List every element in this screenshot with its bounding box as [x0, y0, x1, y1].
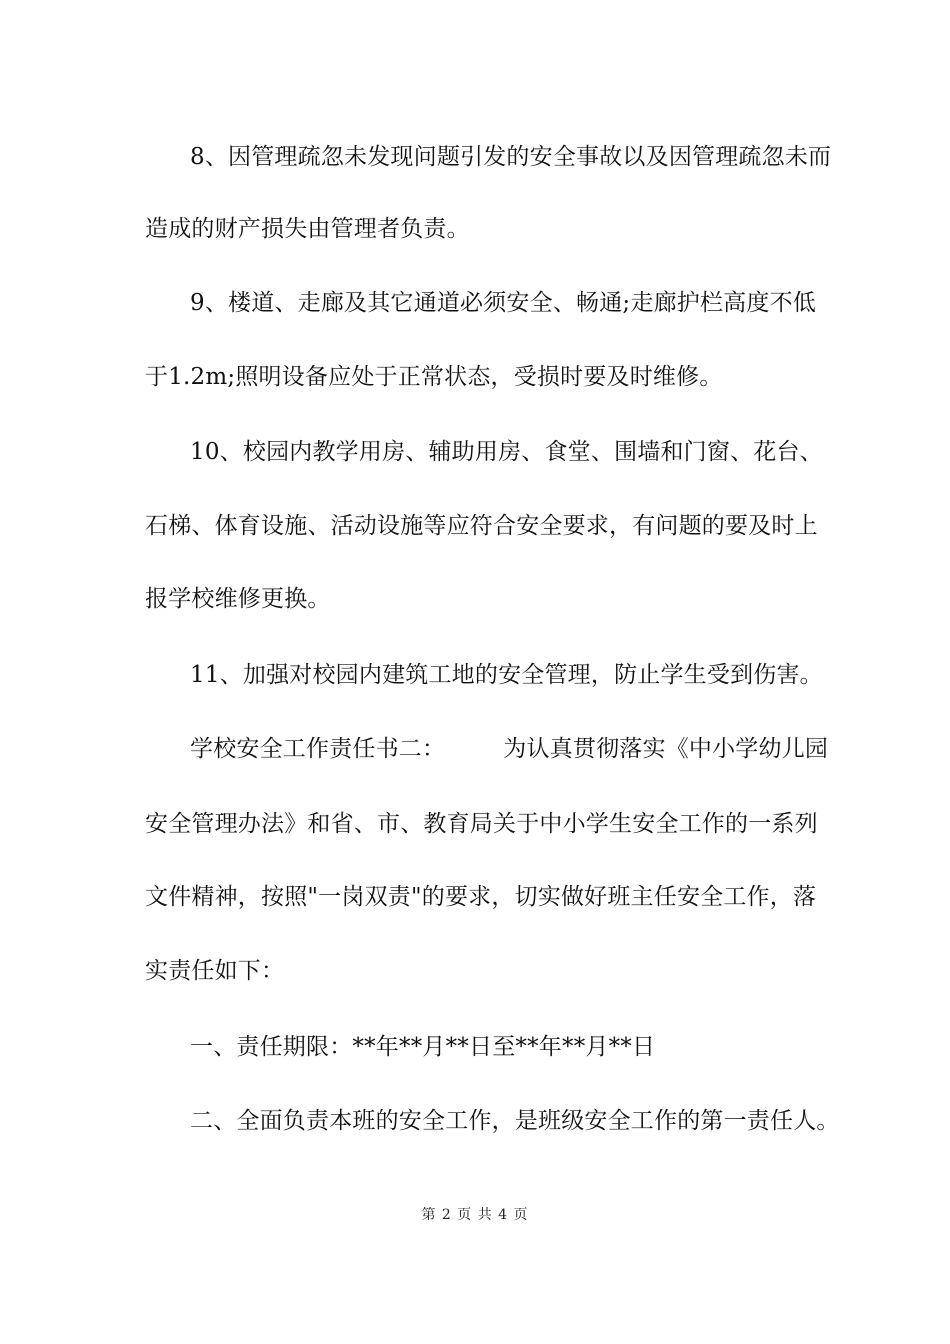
- paragraph-line: 于1.2m;照明设备应处于正常状态，受损时要及时维修。: [145, 364, 723, 390]
- paragraph-line: 8、因管理疏忽未发现问题引发的安全事故以及因管理疏忽未而: [190, 144, 832, 170]
- paragraph-line: 报学校维修更换。: [145, 586, 331, 612]
- paragraph-line: 造成的财产损失由管理者负责。: [145, 216, 470, 242]
- paragraph-line: 二、全面负责本班的安全工作，是班级安全工作的第一责任人。: [190, 1108, 840, 1134]
- paragraph-line: 9、楼道、走廊及其它通道必须安全、畅通;走廊护栏高度不低: [190, 290, 816, 316]
- paragraph-line: 实责任如下：: [145, 958, 285, 984]
- paragraph-line: 安全管理办法》和省、市、教育局关于中小学生安全工作的一系列: [145, 811, 818, 837]
- paragraph-line: 石梯、体育设施、活动设施等应符合安全要求，有问题的要及时上: [145, 513, 818, 539]
- paragraph-line: 10、校园内教学用房、辅助用房、食堂、围墙和门窗、花台、: [190, 439, 823, 465]
- page-number-footer: 第 2 页 共 4 页: [421, 1207, 529, 1223]
- paragraph-line: 11、加强对校园内建筑工地的安全管理，防止学生受到伤害。: [190, 662, 823, 688]
- paragraph-line: 文件精神，按照"一岗双责"的要求，切实做好班主任安全工作，落: [145, 884, 817, 910]
- paragraph-line: 学校安全工作责任书二： 为认真贯彻落实《中小学幼儿园: [190, 736, 829, 762]
- paragraph-line: 一、责任期限：**年**月**日至**年**月**日: [190, 1034, 656, 1060]
